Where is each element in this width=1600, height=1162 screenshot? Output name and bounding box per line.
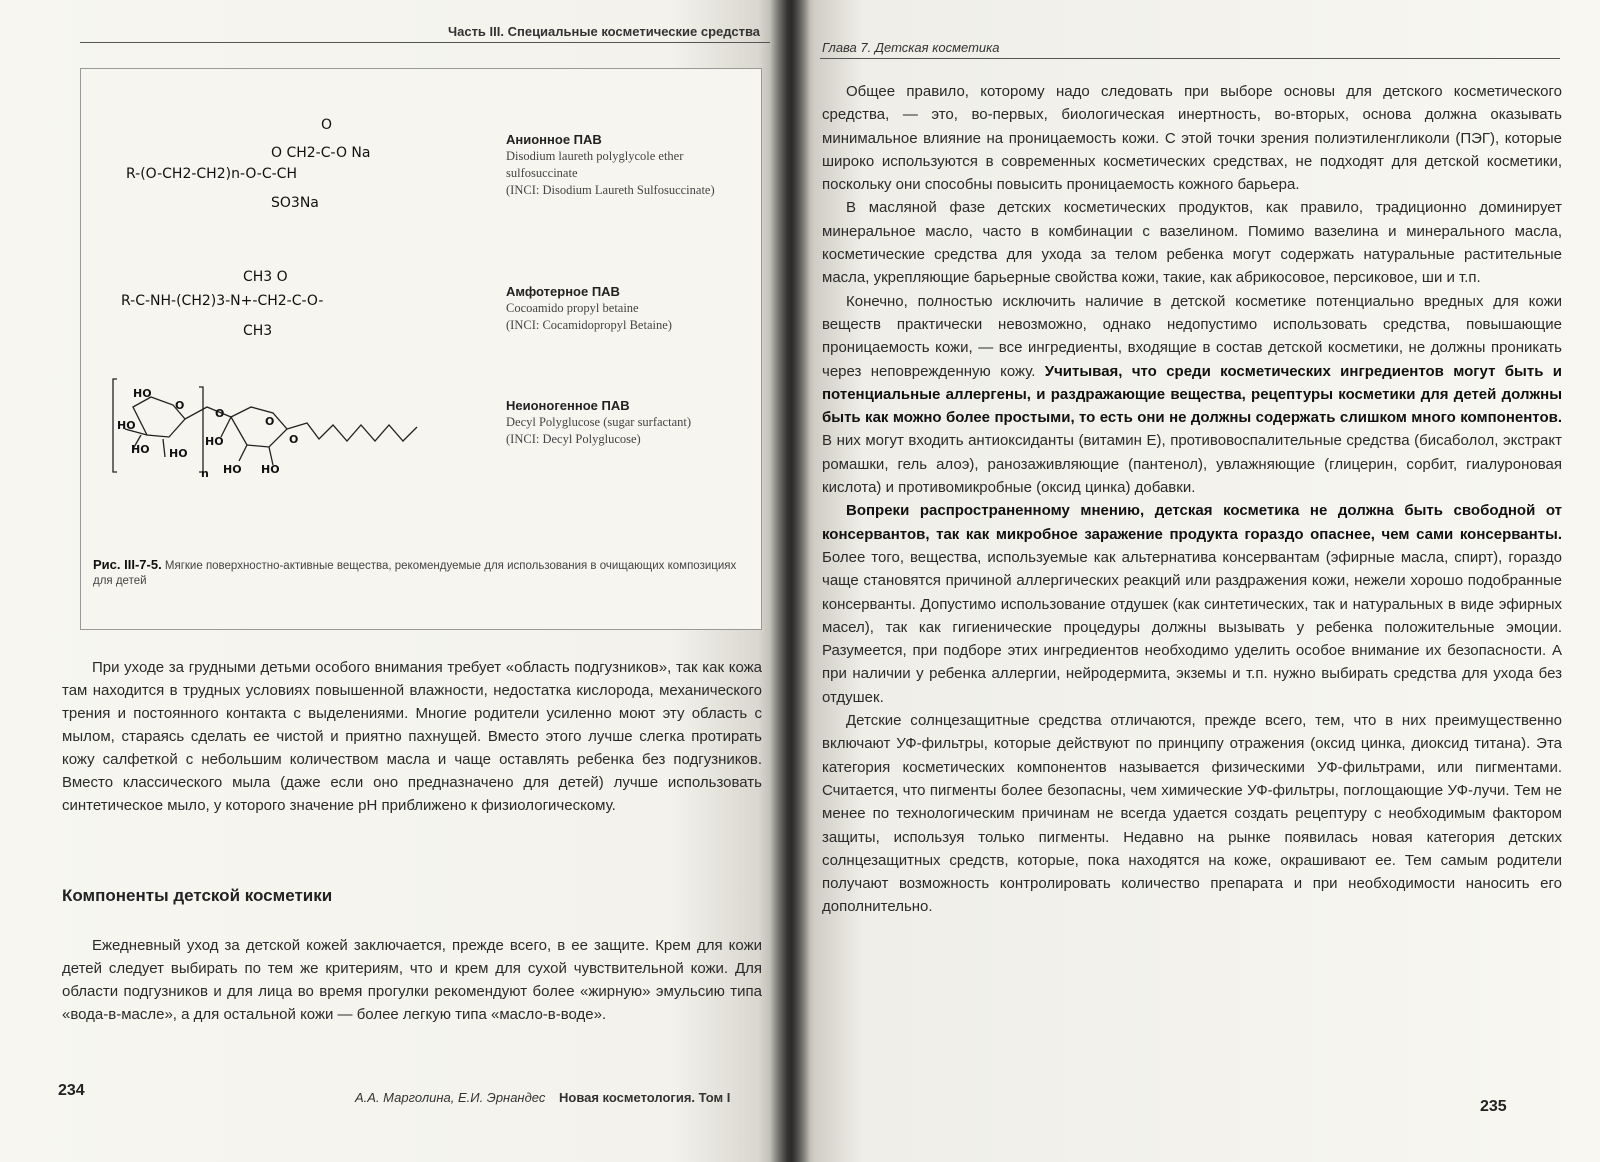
label-o-1: O bbox=[175, 399, 185, 412]
label-ho-6: HO bbox=[223, 463, 242, 476]
right-page bbox=[790, 0, 1600, 1162]
left-paragraph-2: Ежедневный уход за детской кожей заключается, прежде всего, в ее защите. Крем для кожи детей следует выбирать по тем же критериям, что и крем для сухой чувствительной кожи. Для области подгузников и для лица во время прогулки рекомендуют более «жирную» эмульсию типа «вода-в-масле», а для остальной кожи — более легкую типа «масло-в-воде». bbox=[62, 937, 762, 1023]
book-gutter-shadow bbox=[770, 0, 810, 1162]
nonionic-inci: (INCI: Decyl Polyglucose) bbox=[506, 432, 641, 446]
label-o-3: O bbox=[265, 415, 275, 428]
nonionic-name: Decyl Polyglucose (sugar surfactant) bbox=[506, 415, 692, 429]
footer-authors: А.А. Марголина, Е.И. Эрнандес bbox=[355, 1090, 546, 1105]
anionic-inci: (INCI: Disodium Laureth Sulfosuccinate) bbox=[506, 183, 715, 197]
amphoteric-title: Амфотерное ПАВ bbox=[506, 284, 620, 299]
figure-box bbox=[80, 68, 762, 630]
label-ho-7: HO bbox=[261, 463, 280, 476]
left-paragraph-1: При уходе за грудными детьми особого внимания требует «область подгузников», так как кожа там находится в трудных условиях повышенной влажности, недостатка кислорода, механического трения и постоянного контакта с выделениями. Многие родители усиленно моют эту область с мылом, стараясь сделать ее чистой и приятно пахнущей. Вместо этого лучше слегка протирать кожу салфеткой с небольшим количеством масла и чаще оставлять ребенка без подгузников. Вместо классического мыла (даже если оно предназначено для детей) лучше использовать синтетическое мыло, у которого значение рН приближено к физиологическому. bbox=[62, 659, 762, 814]
right-paragraph-3: Конечно, полностью исключить наличие в детской косметике потенциально вредных для кожи веществ практически невозможно, однако недопустимо использовать средства, повышающие проницаемость кожи, — все ингредиенты, входящие в состав детской косметики, не должны проникать через неповрежденную кожу. Учитывая, что среди косметических ингредиентов могут быть и потенциальные аллергены, и раздражающие вещества, рецептуры косметики для детей должны быть как можно более простыми, то есть они не должны содержать слишком много компонентов. В них могут входить антиоксиданты (витамин Е), противовоспалительные средства (бисаболол, экстракт ромашки, гель алоэ), ранозаживляющие (пантенол), увлажняющие (глицерин, сорбит, гиалуроновая кислота) и противомикробные (оксид цинка) добавки. bbox=[822, 292, 1562, 497]
right-running-header: Глава 7. Детская косметика bbox=[822, 40, 1000, 55]
anionic-formula-line2: O CH2-C-O Na bbox=[271, 145, 371, 161]
anionic-name: Disodium laureth polyglycole ether sulfosuccinate bbox=[506, 149, 684, 180]
footer-book-title: Новая косметология. Том I bbox=[558, 1090, 731, 1105]
anionic-title: Анионное ПАВ bbox=[506, 132, 602, 147]
anionic-formula-line3: R-(O-CH2-CH2)n-O-C-CH bbox=[126, 166, 297, 182]
figure-caption-label: Рис. III-7-5. bbox=[93, 557, 162, 572]
amphoteric-formula-bottom: CH3 bbox=[243, 323, 273, 339]
right-paragraph-2: В масляной фазе детских косметических продуктов, как правило, традиционно доминирует минеральное масло, часто в комбинации с вазелином. Помимо вазелина и минерального масла, косметические средства для ухода за телом ребенка могут содержать натуральные растительные масла, укрепляющие барьерные свойства кожи, такие, как абрикосовое, персиковое, ши и т.п. bbox=[822, 199, 1562, 287]
section-heading: Компоненты детской косметики bbox=[62, 886, 333, 905]
anionic-formula-line4: SO3Na bbox=[271, 195, 319, 211]
left-page bbox=[0, 0, 790, 1162]
amphoteric-formula-top: CH3 O bbox=[243, 269, 288, 285]
label-ho-5: HO bbox=[205, 435, 224, 448]
left-footer bbox=[355, 1090, 730, 1105]
label-o-4: O bbox=[289, 433, 299, 446]
label-ho-3: HO bbox=[131, 443, 150, 456]
amphoteric-inci: (INCI: Cocamidopropyl Betaine) bbox=[506, 318, 672, 332]
right-paragraph-5: Детские солнцезащитные средства отличаются, прежде всего, тем, что в них преимущественно включают УФ-фильтры, которые действуют по принципу отражения (оксид цинка, диоксид титана). Эта категория косметических компонентов называется физическими УФ-фильтрами, или пигментами. Считается, что пигменты более безопасны, чем химические УФ-фильтры, поглощающие УФ-лучи. Тем не менее по технологическим причинам не всегда удается создать рецептуру с необходимым фактором защиты, используя только пигменты. Недавно на рынке появилась новая категория детских солнцезащитных средств, которые, пока находятся на коже, окрашивают ее. Тем самым родители получают возможность контролировать количество препарата и при необходимости наносить его дополнительно. bbox=[822, 712, 1562, 916]
figure-caption-text: Мягкие поверхностно-активные вещества, рекомендуемые для использования в очищающих композициях для детей bbox=[93, 560, 737, 587]
label-n: n bbox=[201, 467, 209, 480]
anionic-formula-o: O bbox=[321, 117, 333, 133]
amphoteric-formula-main: R-C-NH-(CH2)3-N+-CH2-C-O- bbox=[121, 293, 324, 309]
right-body-text bbox=[822, 80, 1562, 919]
nonionic-title: Неионогенное ПАВ bbox=[506, 398, 630, 413]
label-ho-2: HO bbox=[117, 419, 136, 432]
left-running-header: Часть III. Специальные косметические средства bbox=[447, 24, 760, 39]
amphoteric-description bbox=[506, 283, 756, 334]
anionic-description bbox=[506, 131, 756, 199]
right-header-rule bbox=[820, 58, 1560, 59]
right-paragraph-1: Общее правило, которому надо следовать при выборе основы для детского косметического средства, — это, во-первых, биологическая инертность, во-вторых, основа должна оказывать минимальное влияние на проницаемость кожи. С этой точки зрения полиэтиленгликоли (ПЭГ), которые широко используются в современных косметических средствах, не подходят для детской косметики, поскольку они способны повысить проницаемость кожного барьера. bbox=[822, 83, 1562, 194]
left-header-rule bbox=[80, 42, 770, 43]
page-number-right: 235 bbox=[1480, 1098, 1507, 1115]
label-o-2: O bbox=[215, 407, 225, 420]
nonionic-description bbox=[506, 397, 756, 448]
page-number-left: 234 bbox=[58, 1082, 85, 1099]
label-ho-4: HO bbox=[169, 447, 188, 460]
figure-caption bbox=[93, 557, 748, 589]
amphoteric-name: Cocoamido propyl betaine bbox=[506, 301, 639, 315]
right-paragraph-4: Вопреки распространенному мнению, детская косметика не должна быть свободной от консервантов, так как микробное заражение продукта гораздо опаснее, чем сами консерванты. Более того, вещества, используемые как альтернатива консервантам (эфирные масла, спирт), гораздо чаще становятся причиной аллергических реакций или раздражения кожи, нежели хорошо подобранные консерванты. Допустимо использование отдушек (как синтетических, так и натуральных в виде эфирных масел), так как гигиенические процедуры должны вызывать у ребенка положительные эмоции. Разумеется, при подборе этих ингредиентов необходимо уделить особое внимание их безопасности. А при наличии у ребенка аллергии, нейродермита, экземы и т.п. нужно выбирать средства для ухода без отдушек. bbox=[822, 502, 1562, 706]
label-ho-1: HO bbox=[133, 387, 152, 400]
